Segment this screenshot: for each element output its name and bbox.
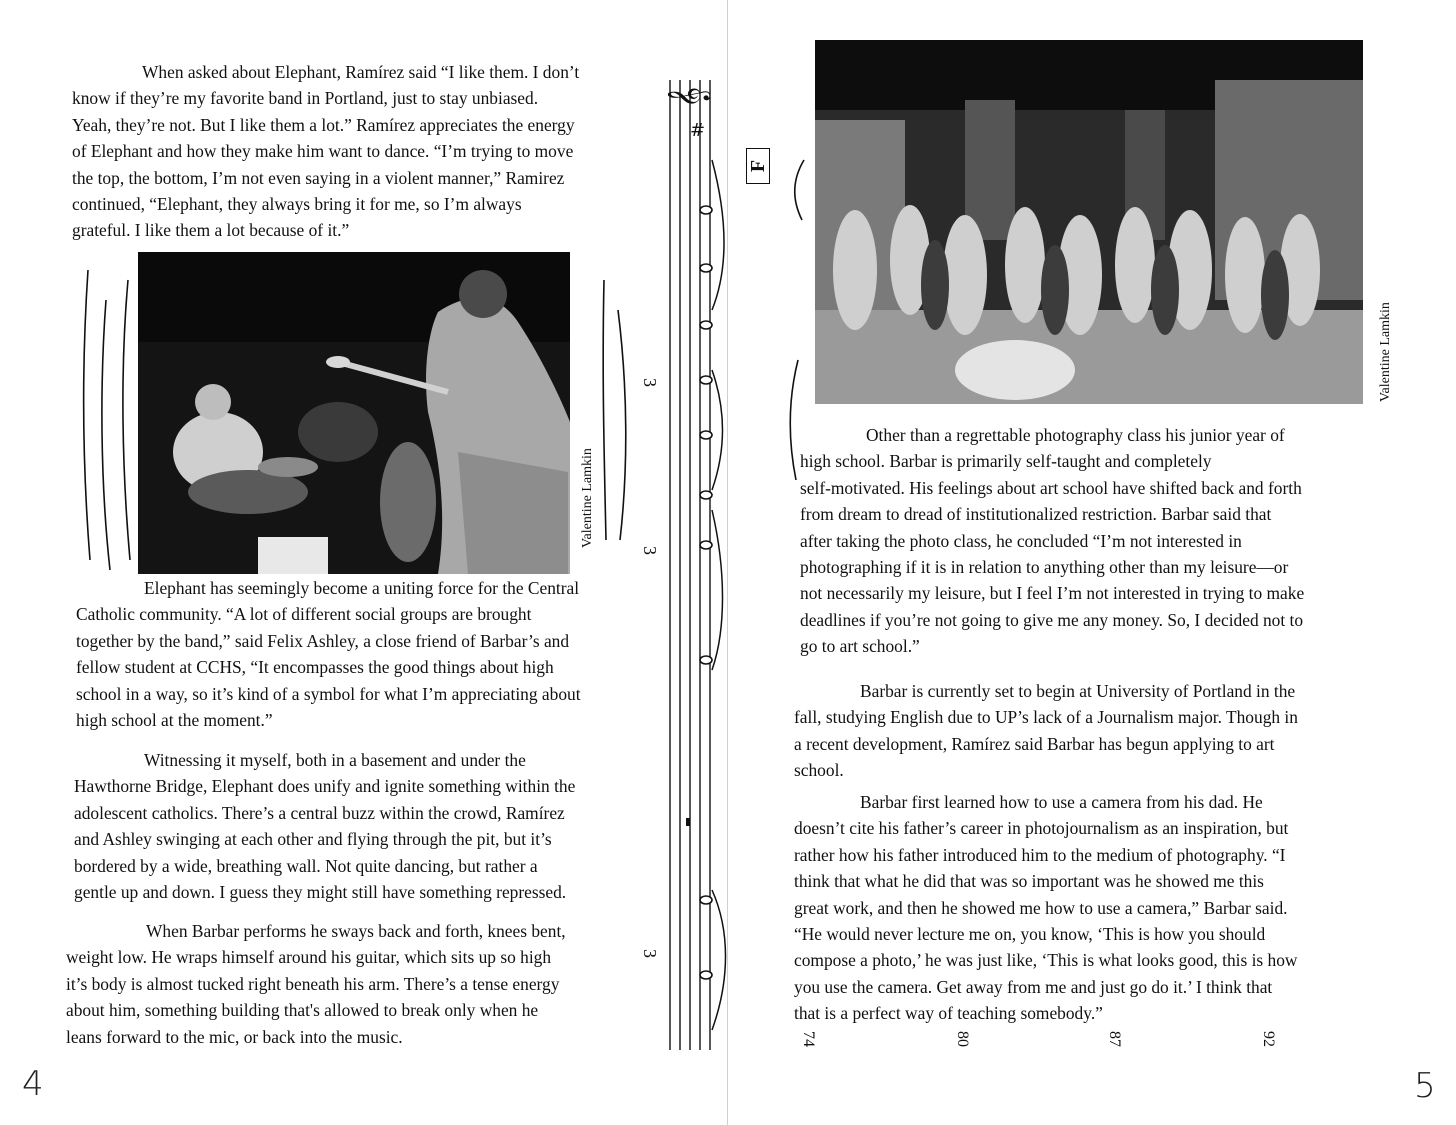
right-paragraph-2: Barbar is currently set to begin at University of Portland in the fall, studying English due to UP’s lack of a Journalism major. Though in a recent development, Ramírez said Barbar has begun applying to art school. [794,681,1298,781]
staff-number-2: 3 [640,546,660,555]
left-paragraph-2: Elephant has seemingly become a uniting force for the Central Catholic community. “A lot of different social groups are brought together by the band,” said Felix Ashley, a close friend of Barbar’s and fellow student at CCHS, “It encompasses the good things about high school in a way, so it’s kind of a symbol for what I’m appreciating about high school at the moment.” [76,578,581,731]
left-paragraph-1: When asked about Elephant, Ramírez said “I like them. I don’t know if they’re my favorite band in Portland, just to stay unbiased. Yeah, they’re not. But I like them a lot.” Ramírez appreciates the energy of Elephant and how they make him want to dance. “I’m trying to move the top, the bottom, I’m not even saying in a violent manner,” Ramirez continued, “Elephant, they always bring it for me, so I’m always grateful. I like them a lot because of it.” [72,62,580,241]
margin-number-2: 80 [954,1031,971,1047]
staff-number-1: 3 [640,378,660,387]
music-staff [668,70,728,1050]
margin-marks-left [70,260,210,600]
section-tab-letter: F [747,159,769,173]
margin-marks-right-page [784,150,824,480]
left-photo-credit: Valentine Lamkin [580,448,595,548]
crowd-dancing-photo [815,40,1363,404]
left-paragraph-3: Witnessing it myself, both in a basement and under the Hawthorne Bridge, Elephant does unify and ignite something within the adolescent catholics. There’s a central buzz within the crowd, Ramírez and Ashley swinging at each other and flying through the pit, but it’s bordered by a wide, breathing wall. Not quite dancing, but rather a gentle up and down. I guess they might still have something repressed. [74,750,576,903]
left-page-number: 4 [22,1064,44,1104]
right-paragraph-1: Other than a regrettable photography class his junior year of high school. Barbar is primarily self-taught and completely self-motivated. His feelings about art school have shifted back and forth from dream to dread of institutionalized restriction. Barbar said that after taking the photo class, he concluded “I’m not interested in photographing if it is in relation to anything other than my leisure—or not necessarily my leisure, but I feel I’m not interested in trying to make deadlines if you’re not going to give me any money. So, I decided not to go to art school.” [800,425,1305,657]
margin-number-1: 74 [800,1031,817,1047]
right-paragraph-3: Barbar first learned how to use a camera from his dad. He doesn’t cite his father’s career in photojournalism as an inspiration, but rather how his father introduced him to the medium of photography. “I think that what he did that was so important was he showed me this great work, and then he showed me how to use a camera,” Barbar said. “He would never lecture me on, you know, ‘This is how you should compose a photo,’ he was just like, ‘This is what looks good, this is how you use the camera. Get away from me and just go do it.’ I think that that is a perfect way of teaching somebody.” [794,792,1298,1024]
margin-number-3: 87 [1106,1031,1123,1047]
right-page-number: 5 [1414,1066,1436,1106]
left-paragraph-4: When Barbar performs he sways back and forth, knees bent, weight low. He wraps himself around his guitar, which sits up so high it’s body is almost tucked right beneath his arm. There’s a tense energy about him, something building that's allowed to break only when he leans forward to the mic, or back into the music. [66,921,566,1047]
right-photo-credit: Valentine Lamkin [1378,302,1393,402]
svg-text:𝄞: 𝄞 [668,86,709,108]
margin-marks-right [598,270,638,550]
section-tab-f [746,148,770,184]
svg-text:#: # [690,120,706,141]
margin-number-4: 92 [1260,1031,1277,1047]
right-page [728,0,1456,1125]
staff-number-3: 3 [640,949,660,958]
